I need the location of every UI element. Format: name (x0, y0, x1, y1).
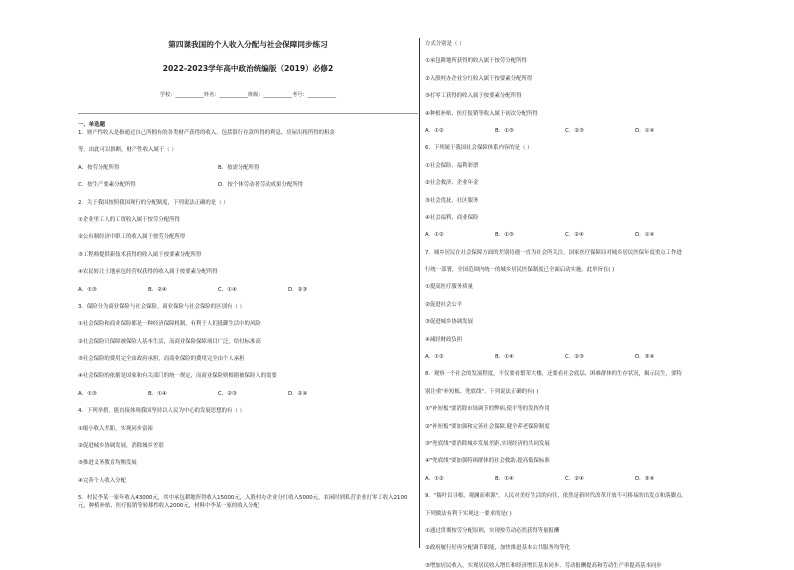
question-line: 8．观察一个社会的发展程度，不仅要看繁荣大楼，还要看社会底层、困难群体的生存状况，揭示民生，要特 (425, 371, 682, 378)
answer-options (425, 231, 770, 239)
question-line: ①社会保险和商业保险都是一种经济保障机制，有利于人们抵御生活中的风险 (78, 321, 261, 328)
header-divider (78, 113, 418, 114)
question-line: ④"兜底线"要加强特困群体的社会救助,提高低保标准 (425, 458, 550, 465)
question-line: ②入股村办企业分红收入属于按要素分配所得 (425, 75, 533, 82)
question-line: ③社会优抚、社区服务 (425, 197, 479, 204)
question-line: ②"补短板"要加强和完善社会保障,健全养老保险制度 (425, 423, 550, 430)
question-line: ②社会救济、企业年金 (425, 180, 479, 187)
answer-option: D．①④ (635, 232, 655, 239)
question-line: 1．财产性收入是指通过自己所拥有的各类财产获得的收入，包括银行存款所得的利息、房屋出租所得的租金 (78, 130, 335, 136)
answer-option: A．按劳分配所得 (78, 164, 120, 171)
answer-option: B．①③ (495, 127, 514, 134)
question-line: 4．下列举措，能直接体现我国坚持以人民为中心的发展思想的有（ ） (78, 408, 245, 415)
answer-option: C．②③ (565, 127, 584, 134)
answer-option: A．①③ (78, 390, 97, 397)
left-questions (78, 129, 418, 510)
answer-option: A．①② (425, 232, 444, 239)
answer-option: B．①③ (495, 232, 514, 239)
answer-option: A．①② (425, 354, 444, 361)
answer-option: A．①③ (78, 286, 97, 293)
document-subtitle: 2022-2023学年高中政治统编版（2019）必修2 (162, 64, 334, 73)
question-line: ③社会保险的费用完全由政府承担，而商业保险的费用完全由个人承担 (78, 356, 245, 363)
answer-options (78, 181, 418, 189)
question-line: ③工程师提供新技术获得的收入属于按要素分配所得 (78, 251, 202, 258)
question-line: ④农民转让土地承包经营权获得的收入属于按要素分配所得 (78, 269, 218, 276)
question-text: 5．村民李某一家年收入43000元，其中承包耕地所得收入15000元，入股村办企业分红收入5000元，农闲时到私营企业打零工收入2100元，种植补贴、医疗报销等转移性收入2000元，材料中李某一家的收入分配 (78, 495, 408, 510)
question-line: ③打零工获得的收入属于按要素分配所得 (425, 93, 522, 100)
answer-option: A．①② (425, 127, 444, 134)
answer-option: B．②④ (148, 286, 167, 293)
answer-option: D．③④ (635, 354, 655, 361)
answer-option: D．②④ (288, 390, 308, 397)
question-line: ④社会保险的依据是国家和有关部门的统一规定，而商业保险则根据被保险人的需要 (78, 373, 277, 380)
question-line: 3．保险分为商业保险与社会保险。商业保险与社会保险的区别有（ ） (78, 303, 245, 310)
question-line: ②公有制经济中职工的收入属于按劳分配所得 (78, 234, 186, 241)
question-line: ①社会保险、福利彩票 (425, 162, 479, 169)
question-line: 别注重"补短板、兜底线"。下列说法正确的有( ) (425, 388, 539, 395)
answer-options (78, 286, 418, 294)
question-line: ①提高医疗服务质量 (425, 284, 473, 291)
answer-option: D．③④ (635, 475, 655, 482)
section-title: 一、单选题 (78, 122, 105, 128)
column-divider (419, 38, 420, 548)
document-title: 第四课我国的个人收入分配与社会保障同步练习 (168, 40, 328, 49)
student-info-line: 学校：___________姓名：___________班级：___________考号：___________ (159, 92, 337, 98)
answer-option: B．按需分配所得 (218, 164, 260, 171)
question-line: ④完善个人收入分配 (78, 477, 126, 484)
answer-option: B．①④ (495, 475, 514, 482)
question-line: ①"补短板"要消除市场调节的弊病,使平等的发挥作用 (425, 406, 550, 413)
question-line: 等。由此可以推断，财产性收入属于（ ） (78, 147, 177, 154)
question-line: ②促进社会公平 (425, 301, 463, 308)
answer-options (425, 475, 770, 483)
left-column (78, 40, 418, 510)
question-line: 2．关于我国按照我国现行的分配制度，下列说法正确的是（ ） (78, 199, 229, 206)
answer-options (78, 390, 418, 398)
answer-options (425, 353, 770, 361)
answer-option: D．①④ (635, 127, 655, 134)
question-line: ②促进城乡协调发展，消除城乡差别 (78, 443, 164, 450)
question-line: ③增加居民收入，实现居民收入增长和经济增长基本同步、劳动报酬提高和劳动生产率提高基本同步 (425, 562, 662, 569)
question-line: 6．下列属于我国社会保障体系内容的是（ ） (425, 145, 533, 152)
answer-option: C．①④ (218, 286, 237, 293)
question-line: 9．"揣叶以寻根，观澜而索源"。人民对美好生活的向往，依然是新时代改革开放不可移易的出发点和落脚点。 (425, 493, 687, 500)
answer-option: C．按生产要素分配所得 (78, 182, 136, 189)
answer-options (78, 164, 418, 172)
answer-option: D．按个体劳动者劳动成果分配所得 (218, 182, 304, 189)
question-line: ③促进城乡协调发展 (425, 319, 473, 326)
question-line: 7．城乡居民在社会保障方面的差别待遇一直为社会所关注。国家医疗保障局对城乡居民医保年度重点工作进 (425, 249, 682, 256)
question-line: ①通过贯彻按劳分配原则，实现按劳动必然获得等量报酬 (425, 527, 560, 534)
question-line: 行统一部署，全国范围内统一的城乡居民医保制度已全面启动实施。此举旨在( ) (425, 267, 615, 274)
answer-option: D．②③ (288, 286, 308, 293)
question-line: ④种植补贴、医疗报销等收入属于初次分配所得 (425, 110, 538, 117)
question-line: ①承包耕地所获得的收入属于按劳分配所得 (425, 58, 527, 65)
answer-option: B．①④ (495, 354, 514, 361)
question-line: ④减轻财政负担 (425, 336, 463, 343)
answer-options (425, 127, 770, 135)
question-line: ③推进义务教育均衡发展 (78, 460, 137, 467)
question-line: ④社会福利、商业保险 (425, 214, 479, 221)
answer-option: C．②④ (565, 475, 584, 482)
question-line: ③"兜底线"要消除城乡发展差距,实现经济的共同发展 (425, 440, 550, 447)
answer-option: C．②③ (218, 390, 237, 397)
answer-option: A．①② (425, 475, 444, 482)
right-questions (425, 40, 770, 570)
question-line: 方式分别是（ ） (425, 41, 465, 47)
question-line: ②政府履行好再分配调节职能，加快推进基本公共服务均等化 (425, 545, 570, 552)
question-line: 下列做法有利于实现这一要求的是( ) (425, 510, 512, 517)
question-line: ①企业里工人的工资收入属于按劳分配所得 (78, 216, 180, 223)
answer-option: C．②③ (565, 354, 584, 361)
question-line: ①缩小收入差距，实现同步富裕 (78, 425, 153, 432)
answer-option: C．②④ (565, 232, 584, 239)
question-line: ②社会保险只保障被保险人基本生活，而商业保险保障项目广泛，给付标准高 (78, 338, 261, 345)
answer-option: B．①④ (148, 390, 167, 397)
right-column (425, 40, 770, 570)
